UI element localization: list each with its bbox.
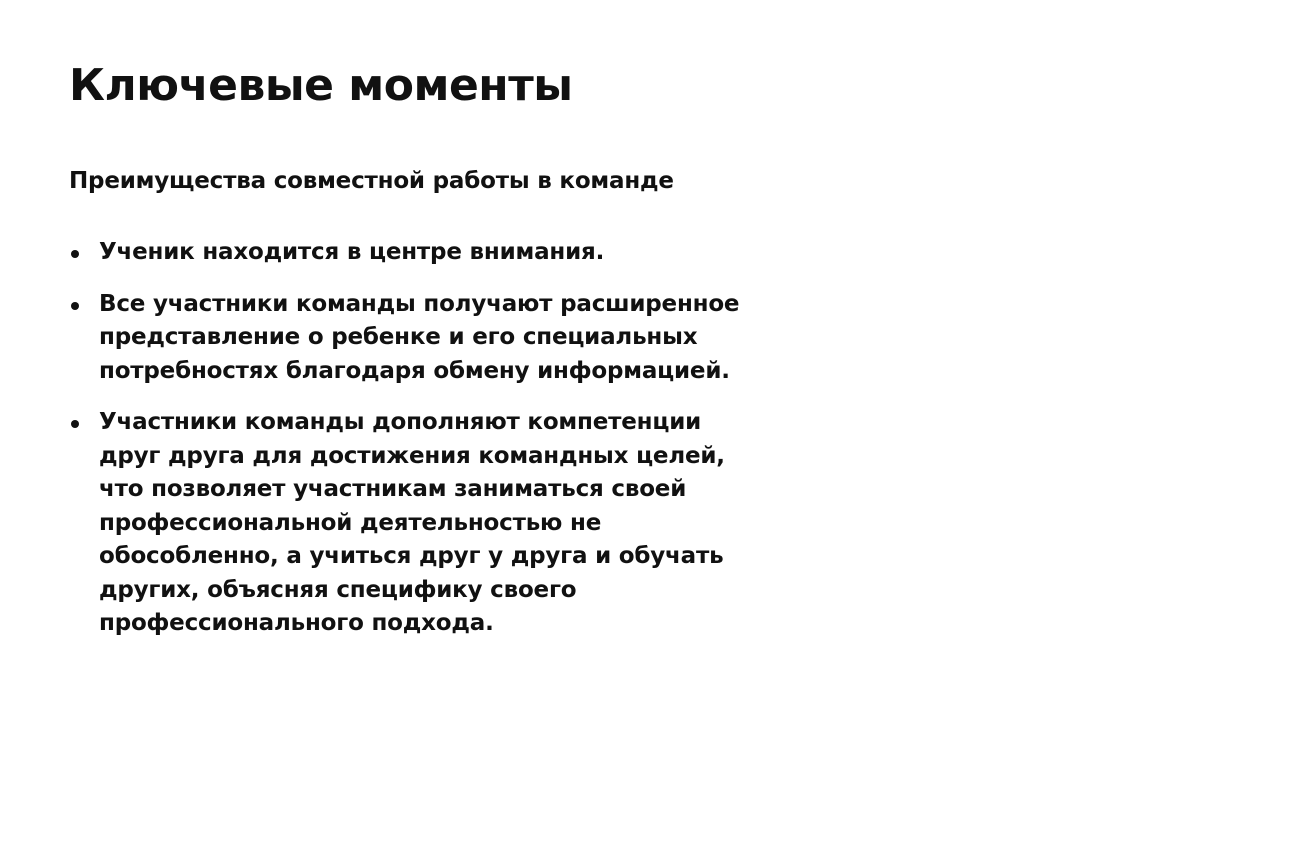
bullet-text-line: Ученик находится в центре внимания. [99,239,605,265]
bullet-text-line: друг друга для достижения командных целей, [99,442,725,469]
bullet-text-line: потребностях благодаря обмену информацией. [99,357,730,384]
key-points-list [69,236,789,659]
bullet-text-line: профессионального подхода. [99,610,494,636]
list-item [69,406,789,641]
bullet-text-line: что позволяет участникам заниматься своей [99,476,687,502]
bullet-icon [71,302,79,310]
bullet-text-line: Участники команды дополняют компетенции [99,409,702,435]
bullet-text-line: представление о ребенке и его специальных [99,324,698,350]
slide-title: Ключевые моменты [69,60,573,111]
bullet-text-line: других, объясняя специфику своего [99,576,577,603]
list-item [69,236,789,270]
bullet-icon [71,420,79,428]
bullet-icon [71,250,79,258]
list-item [69,288,789,389]
bullet-text-line: обособленно, а учиться друг у друга и обучать [99,543,724,569]
bullet-text-line: Все участники команды получают расширенное [99,290,740,317]
slide-subtitle: Преимущества совместной работы в команде [69,168,674,194]
bullet-text-line: профессиональной деятельностью не [99,509,602,536]
